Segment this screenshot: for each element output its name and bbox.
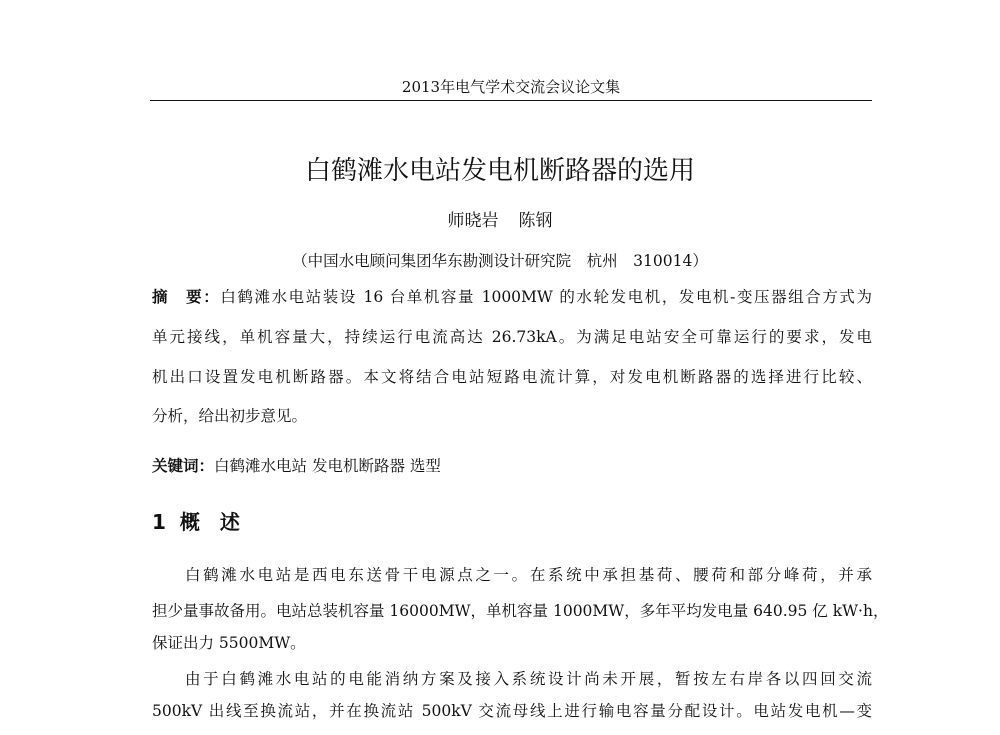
section-title: 概 述 (179, 510, 240, 534)
author: 陈钢 (518, 211, 553, 231)
abstract-line: 机出口设置发电机断路器。本文将结合电站短路电流计算，对发电机断路器的选择进行比较、 (152, 368, 872, 386)
paper-title: 白鹤滩水电站发电机断路器的选用 (304, 156, 695, 186)
section-number: 1 (152, 510, 166, 534)
abstract-text: 白鹤滩水电站装设 16 台单机容量 1000MW 的水轮发电机，发电机-变压器组合方式为 (220, 288, 872, 306)
running-header: 2013年电气学术交流会议论文集 (401, 78, 621, 96)
abstract-line: 单元接线，单机容量大，持续运行电流高达 26.73kA。为满足电站安全可靠运行的要求，发电 (152, 328, 872, 346)
author: 师晓岩 (447, 211, 499, 231)
abstract-line (152, 287, 872, 307)
header-rule (150, 100, 872, 101)
body-line: 白鹤滩水电站是西电东送骨干电源点之一。在系统中承担基荷、腰荷和部分峰荷，并承 (185, 566, 872, 584)
body-line: 由于白鹤滩水电站的电能消纳方案及接入系统设计尚未开展，暂按左右岸各以四回交流 (185, 670, 872, 688)
keywords (152, 456, 872, 476)
body-line: 担少量事故备用。电站总装机容量 16000MW，单机容量 1000MW，多年平均发电量 640.95 亿 kW·h， (152, 602, 889, 620)
body-line: 500kV 出线至换流站，并在换流站 500kV 交流母线上进行输电容量分配设计。电站发电机—变 (152, 702, 872, 720)
section-heading (152, 506, 254, 535)
abstract-label: 摘 要： (152, 288, 221, 306)
authors (0, 206, 1000, 231)
body-line: 保证出力 5500MW。 (152, 634, 306, 652)
keywords-label: 关键词： (152, 457, 215, 475)
abstract-line: 分析，给出初步意见。 (152, 407, 308, 425)
keywords-value: 白鹤滩水电站 发电机断路器 选型 (214, 457, 441, 475)
affiliation: （中国水电顾问集团华东勘测设计研究院 杭州 310014） (292, 252, 708, 270)
